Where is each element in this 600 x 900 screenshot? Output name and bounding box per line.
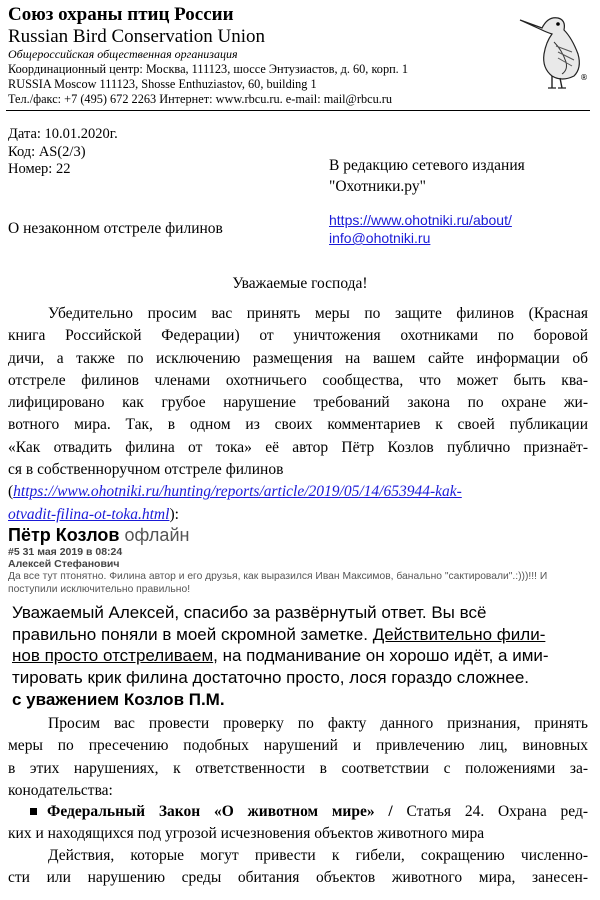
contacts: Тел./факс: +7 (495) 672 2263 Интернет: www.rbcu.ru. e-mail: mail@rbcu.ru xyxy=(8,92,393,106)
text-line: книга Российской Федерации) от уничтожения охотниками по боровой xyxy=(8,327,588,345)
text-line: Убедительно просим вас принять меры по защите филинов (Красная xyxy=(48,305,588,322)
email-link[interactable]: info@ohotniki.ru xyxy=(329,230,431,246)
letter-date: Дата: 10.01.2020г. xyxy=(8,126,118,142)
bullet-square-icon xyxy=(30,808,37,815)
paragraph-demand xyxy=(8,713,588,802)
open-paren: ( xyxy=(8,483,14,501)
comment-reply-to: Алексей Стефанович xyxy=(8,558,120,570)
text-line: вотного мира. Так, в одном из своих комментариев к своей публикации xyxy=(8,416,588,434)
comment-meta: #5 31 мая 2019 в 08:24 xyxy=(8,546,123,558)
text-line: ся в собственноручном отстреле филинов xyxy=(8,461,284,479)
law-article: Статья 24. Охрана ред- xyxy=(406,803,588,820)
reply-text: правильно поняли в моей скромной заметке. xyxy=(12,624,373,644)
paragraph-request xyxy=(8,303,588,526)
address-ru: Координационный центр: Москва, 111123, шоссе Энтузиастов, д. 60, корп. 1 xyxy=(8,62,408,76)
letter-number: Номер: 22 xyxy=(8,161,71,177)
address-en: RUSSIA Moscow 111123, Shosse Enthuziastov, 60, building 1 xyxy=(8,77,317,91)
article-link-part1[interactable]: https://www.ohotniki.ru/hunting/reports/article/2019/05/14/653944-kak- xyxy=(13,483,462,501)
law-line xyxy=(8,801,588,823)
letterhead xyxy=(8,4,528,107)
reply-text: , на подманивание он хорошо идёт, а ими- xyxy=(213,646,549,665)
text-line: ких и находящихся под угрозой исчезновения объектов животного мира xyxy=(8,825,485,842)
reply-underlined: нов просто отстреливаем xyxy=(12,646,214,665)
law-title: Федеральный Закон «О животном мире» xyxy=(47,803,375,820)
org-name-en: Russian Bird Conservation Union xyxy=(8,26,266,47)
law-bullet xyxy=(8,801,588,845)
letter-subject: О незаконном отстреле филинов xyxy=(8,220,223,237)
text-line: в этих нарушениях, к ответственности в соответствии с положениями за- xyxy=(8,759,588,777)
text-line: «Как отвадить филина от тока» её автор Пётр Козлов публично признаёт- xyxy=(8,438,588,456)
addressee-line2: "Охотники.ру" xyxy=(329,178,426,195)
close-paren: ): xyxy=(169,505,179,523)
addressee-line1: В редакцию сетевого издания xyxy=(329,157,525,174)
reply-underlined: Действительно фили- xyxy=(372,624,546,644)
text-line: меры по пресечению подобных нарушений и привлечению лиц, виновных xyxy=(8,737,588,755)
text-line: отстреле филинов членами охотничьего сообщества, что может быть ква- xyxy=(8,371,588,389)
article-link-line xyxy=(8,481,588,503)
letter-meta xyxy=(8,126,118,179)
reply-line xyxy=(12,624,592,646)
org-subtitle: Общероссийская общественная организация xyxy=(8,47,238,61)
text-line: Просим вас провести проверку по факту данного признания, принять xyxy=(48,715,588,732)
quote-line: Да все тут птонятно. Филина автор и его друзья, как выразился Иван Максимов, банально "сактировали".:)))!!! И xyxy=(8,571,548,582)
reply-line: тировать крик филина достаточно просто, лося гораздо сложнее. xyxy=(12,667,530,687)
text-line: лифицировано как грубое нарушение требований закона по охране жи- xyxy=(8,394,588,412)
text-line: Действия, которые могут привести к гибели, сокращению численно- xyxy=(48,847,588,864)
letter-code: Код: AS(2/3) xyxy=(8,143,86,160)
addressee xyxy=(329,155,525,197)
reply-line xyxy=(12,645,592,667)
comment-excerpt xyxy=(8,525,592,711)
comment-author-line xyxy=(8,525,592,545)
comment-author: Пётр Козлов xyxy=(8,525,120,545)
text-line: сти или нарушению среды обитания объектов животного мира, занесен- xyxy=(8,869,588,887)
text-line: дичи, а также по исключению размещения на вашем сайте информации об xyxy=(8,349,588,367)
paragraph-law-text xyxy=(8,845,588,890)
comment-status: офлайн xyxy=(124,525,190,545)
header-divider xyxy=(6,110,590,111)
comment-quote xyxy=(8,571,592,596)
about-link[interactable]: https://www.ohotniki.ru/about/ xyxy=(329,212,512,228)
comment-signature: с уважением Козлов П.М. xyxy=(12,690,225,709)
addressee-links xyxy=(329,211,512,247)
comment-reply xyxy=(12,602,592,688)
org-name-ru: Союз охраны птиц России xyxy=(8,4,234,25)
text-line: конодательства: xyxy=(8,781,113,799)
quote-line: поступили исключительно правильно! xyxy=(8,583,191,595)
law-separator: / xyxy=(374,803,407,820)
greeting: Уважаемые господа! xyxy=(232,275,368,292)
bird-logo-icon xyxy=(512,2,592,92)
registered-mark: ® xyxy=(580,73,588,82)
reply-line: Уважаемый Алексей, спасибо за развёрнутый ответ. Вы всё xyxy=(12,603,487,622)
article-link-line2 xyxy=(8,504,588,526)
article-link-part2[interactable]: otvadit-filina-ot-toka.html xyxy=(8,505,170,523)
